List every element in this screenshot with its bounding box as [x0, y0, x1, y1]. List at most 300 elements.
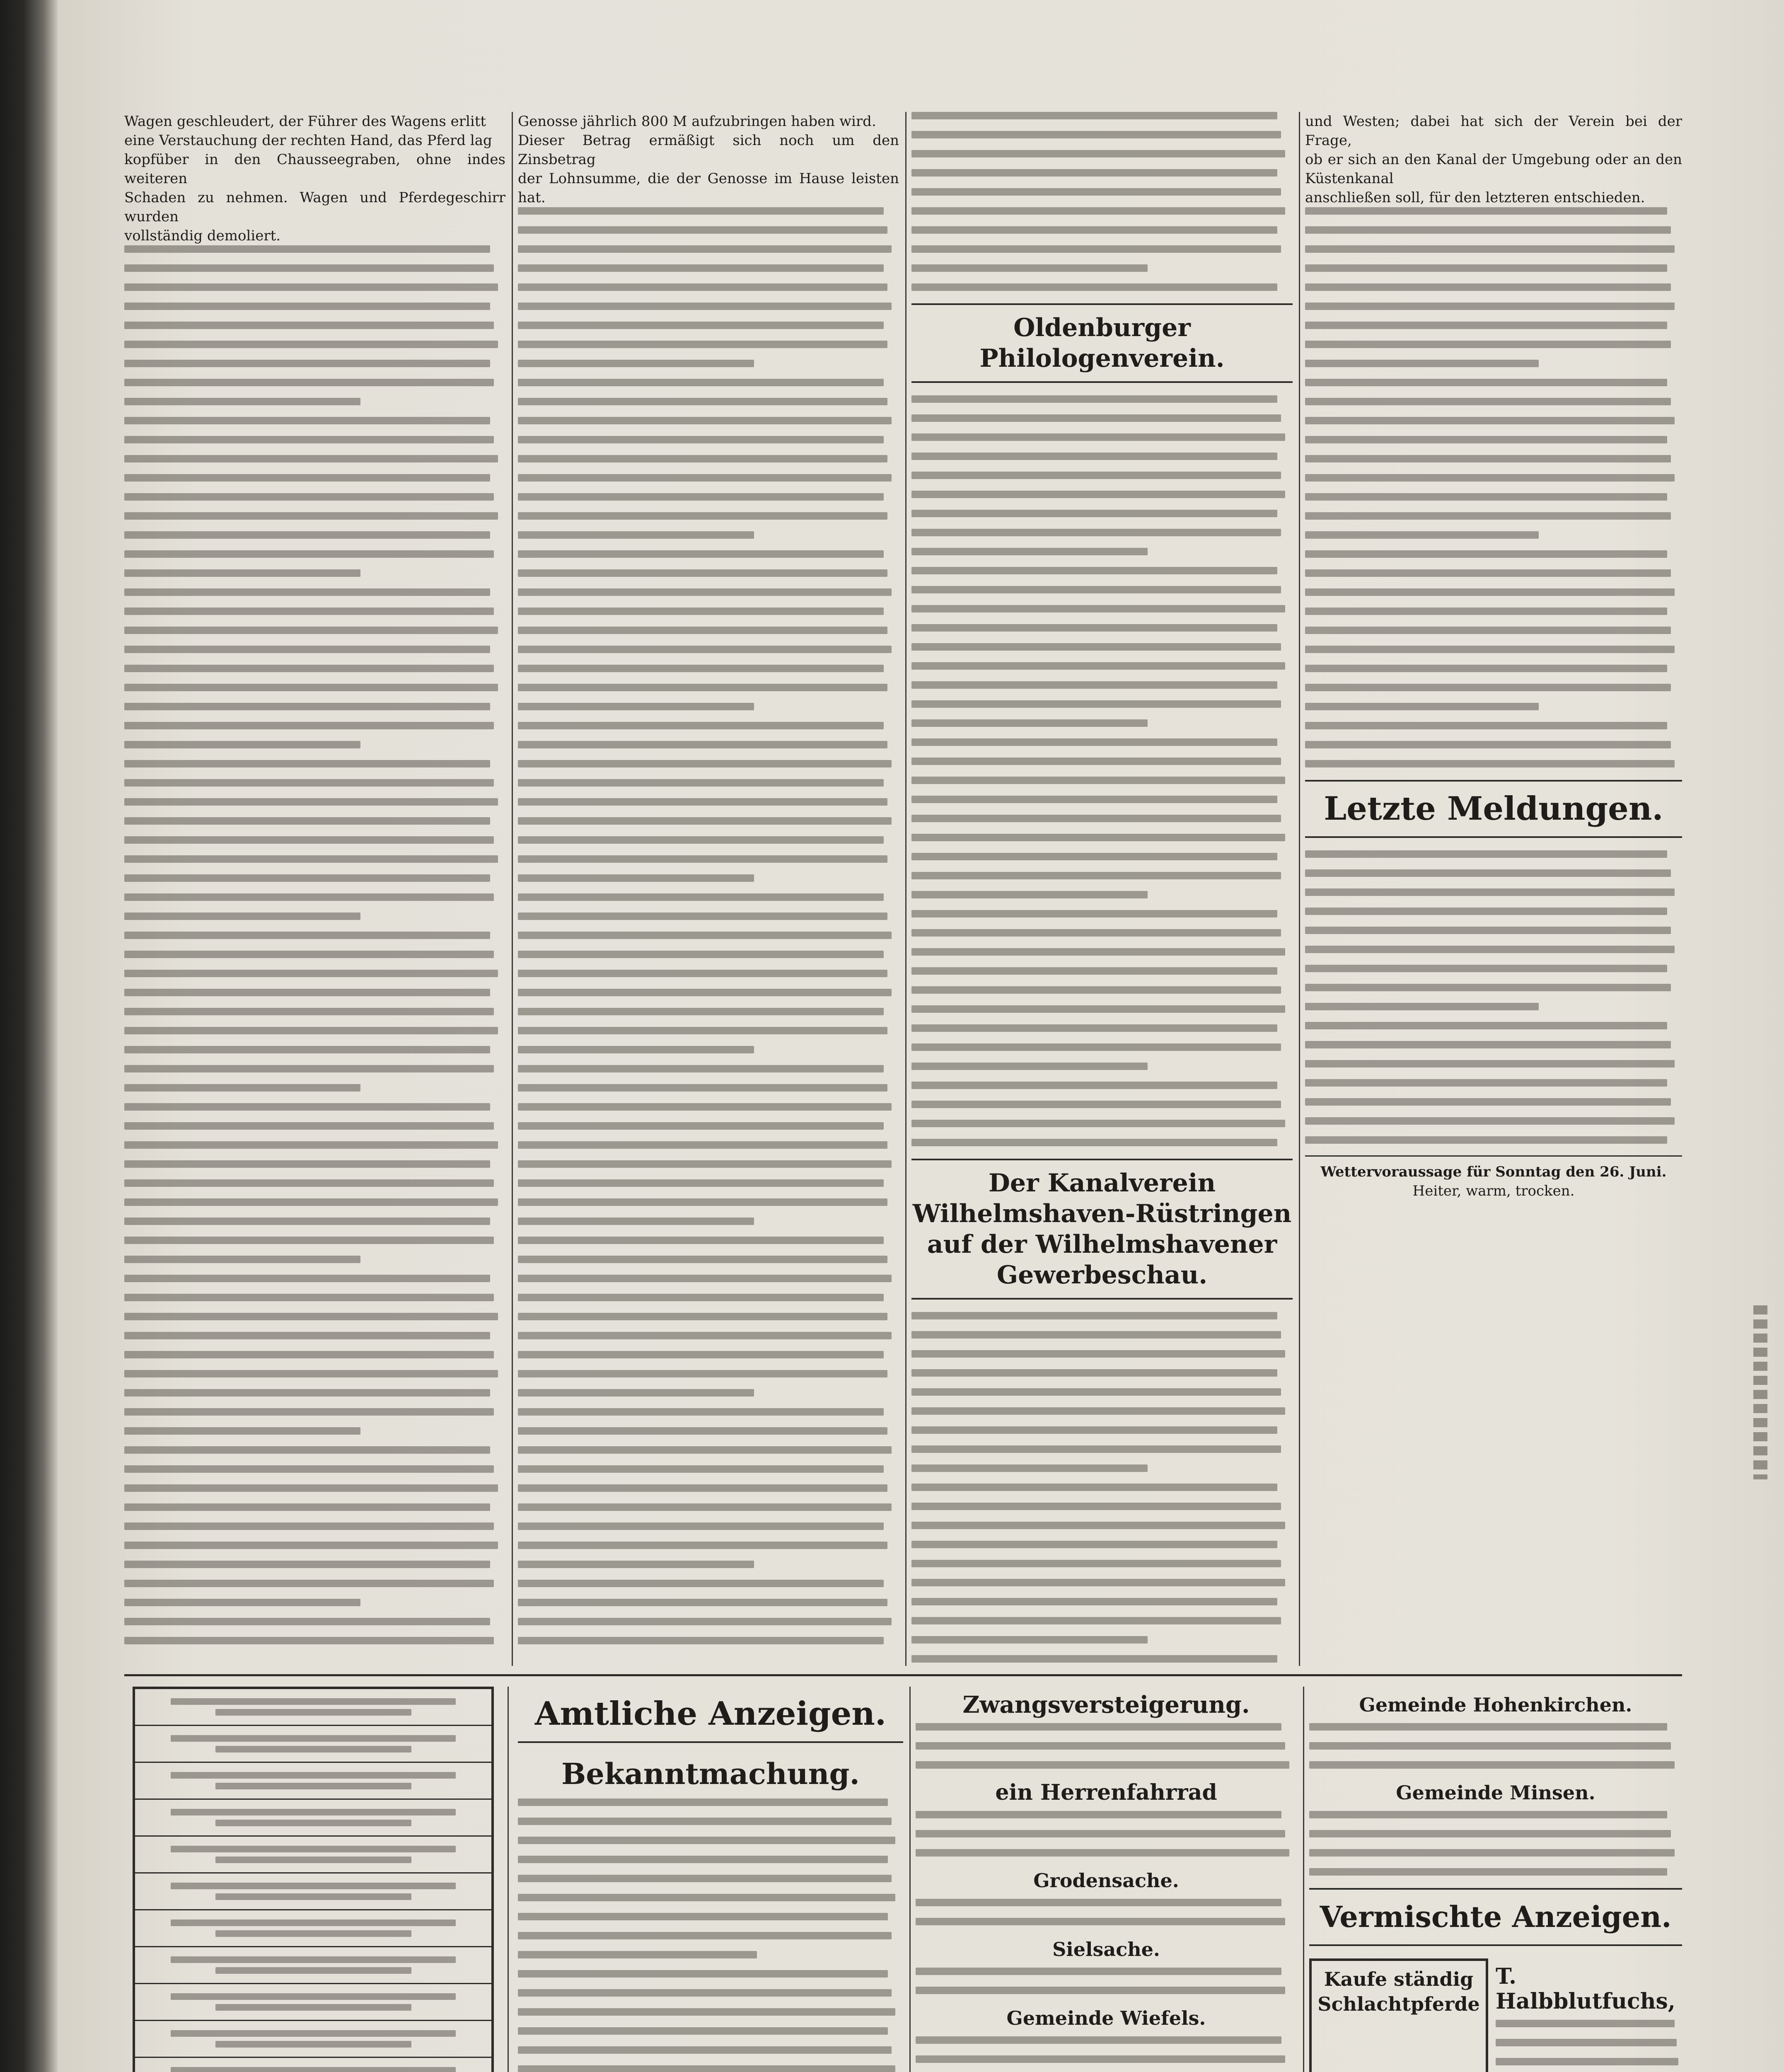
text-line-placeholder	[518, 322, 884, 329]
text-line-placeholder	[215, 1820, 411, 1826]
column-1	[124, 112, 505, 1666]
text-line-placeholder	[518, 474, 892, 482]
text-line-placeholder	[911, 1005, 1285, 1013]
text-line-placeholder	[911, 207, 1285, 215]
text-line-placeholder	[518, 1198, 887, 1206]
text-line-placeholder	[518, 226, 887, 234]
text-line-placeholder	[911, 529, 1281, 536]
text-line-placeholder	[124, 1503, 490, 1511]
text-line-placeholder	[518, 741, 887, 748]
text-line-placeholder	[911, 395, 1277, 403]
text-line-placeholder	[124, 798, 498, 806]
column-rule	[1303, 1687, 1304, 2072]
text-line-placeholder	[1309, 1811, 1667, 1818]
weather-box	[1305, 1155, 1682, 1201]
text-line-placeholder	[1305, 1060, 1675, 1067]
col1-line: eine Verstauchung der rechten Hand, das Pferd lag	[124, 132, 492, 149]
text-line-placeholder	[518, 760, 892, 767]
text-line-placeholder	[911, 1484, 1277, 1491]
col4-news-text	[1305, 850, 1682, 1144]
price-row	[135, 1800, 491, 1837]
text-line-placeholder	[171, 1772, 456, 1779]
text-line-placeholder	[124, 1046, 490, 1053]
text-line-placeholder	[518, 1103, 892, 1111]
text-line-placeholder	[518, 417, 892, 424]
minsen-text	[1309, 1811, 1682, 1876]
text-line-placeholder	[124, 1351, 494, 1358]
halbblut-heading: T. Halbblutfuchs,	[1496, 1964, 1675, 2014]
text-line-placeholder	[518, 798, 887, 806]
text-line-placeholder	[911, 1560, 1281, 1567]
col1-line: vollständig demoliert.	[124, 228, 281, 244]
text-line-placeholder	[916, 1968, 1281, 1975]
text-line-placeholder	[518, 913, 887, 920]
text-line-placeholder	[124, 531, 490, 539]
vermischte-ads-area	[1309, 1958, 1682, 2072]
text-line-placeholder	[124, 322, 494, 329]
text-line-placeholder	[911, 586, 1281, 593]
text-line-placeholder	[518, 989, 892, 996]
text-line-placeholder	[911, 283, 1277, 291]
text-line-placeholder	[518, 836, 884, 844]
text-line-placeholder	[124, 1008, 494, 1015]
text-line-placeholder	[518, 1484, 887, 1492]
text-line-placeholder	[1305, 322, 1667, 329]
text-line-placeholder	[171, 2030, 456, 2037]
text-line-placeholder	[911, 891, 1148, 898]
text-line-placeholder	[124, 608, 494, 615]
text-line-placeholder	[518, 779, 884, 787]
book-binding-edge	[0, 0, 58, 2072]
vermischte-anzeigen-column	[1309, 1687, 1682, 2072]
text-line-placeholder	[911, 1139, 1277, 1146]
text-line-placeholder	[911, 567, 1277, 574]
price-row	[135, 1726, 491, 1763]
text-line-placeholder	[911, 150, 1285, 157]
text-line-placeholder	[916, 2036, 1281, 2044]
text-line-placeholder	[518, 379, 884, 386]
text-line-placeholder	[1305, 1079, 1667, 1087]
text-line-placeholder	[911, 1331, 1281, 1339]
text-line-placeholder	[911, 1503, 1281, 1510]
text-line-placeholder	[518, 874, 754, 882]
text-line-placeholder	[518, 1141, 887, 1149]
text-line-placeholder	[1305, 927, 1671, 934]
bekanntmachung-text	[518, 1798, 903, 2072]
text-line-placeholder	[1305, 850, 1667, 858]
text-line-placeholder	[911, 169, 1277, 177]
text-line-placeholder	[518, 646, 892, 653]
text-line-placeholder	[518, 2027, 888, 2035]
text-line-placeholder	[911, 131, 1281, 138]
text-line-placeholder	[911, 758, 1281, 765]
text-line-placeholder	[518, 1122, 884, 1130]
text-line-placeholder	[518, 1913, 888, 1920]
text-line-placeholder	[124, 1313, 498, 1320]
text-line-placeholder	[518, 2065, 895, 2072]
text-line-placeholder	[124, 1256, 360, 1263]
text-line-placeholder	[215, 1930, 411, 1937]
text-line-placeholder	[518, 1580, 884, 1587]
text-line-placeholder	[518, 2008, 895, 2016]
col1-line: Wagen geschleudert, der Führer des Wagens erlitt	[124, 113, 486, 130]
text-line-placeholder	[1305, 283, 1671, 291]
text-line-placeholder	[911, 1598, 1277, 1605]
text-line-placeholder	[518, 455, 887, 462]
text-line-placeholder	[911, 910, 1277, 917]
text-line-placeholder	[124, 398, 360, 405]
text-line-placeholder	[124, 303, 490, 310]
text-line-placeholder	[911, 643, 1281, 651]
text-line-placeholder	[911, 1464, 1148, 1472]
text-line-placeholder	[518, 493, 884, 501]
col2-line: Genosse jährlich 800 M aufzubringen haben wird.	[518, 113, 876, 130]
letzte-meldungen-heading: Letzte Meldungen.	[1305, 780, 1682, 838]
vertical-stamp	[1753, 1305, 1767, 1479]
text-line-placeholder	[1305, 207, 1667, 215]
price-row	[135, 1910, 491, 1947]
text-line-placeholder	[911, 1426, 1277, 1434]
text-line-placeholder	[911, 433, 1285, 441]
text-line-placeholder	[124, 893, 494, 901]
zwangsversteigerung-heading: Zwangsversteigerung.	[962, 1691, 1250, 1719]
col1-line: kopfüber in den Chausseegraben, ohne indes weiteren	[124, 151, 505, 187]
col4-text-body	[1305, 207, 1682, 767]
price-row	[135, 1874, 491, 1910]
herrenfahrrad-heading: ein Herrenfahrrad	[995, 1780, 1217, 1805]
minsen-heading: Gemeinde Minsen.	[1396, 1782, 1595, 1804]
text-line-placeholder	[1305, 474, 1675, 482]
text-line-placeholder	[518, 1970, 888, 1978]
text-line-placeholder	[124, 1542, 498, 1549]
sielsache-text	[916, 1968, 1297, 1994]
text-line-placeholder	[1305, 1117, 1675, 1125]
text-line-placeholder	[911, 1369, 1277, 1377]
text-line-placeholder	[171, 1735, 456, 1742]
text-line-placeholder	[1305, 398, 1671, 405]
grodensache-heading: Grodensache.	[1033, 1869, 1179, 1892]
text-line-placeholder	[518, 1542, 887, 1549]
text-line-placeholder	[518, 893, 884, 901]
col3-article-text	[911, 395, 1293, 1146]
text-line-placeholder	[1305, 245, 1675, 253]
text-line-placeholder	[124, 722, 494, 729]
text-line-placeholder	[124, 417, 490, 424]
text-line-placeholder	[911, 738, 1277, 746]
text-line-placeholder	[124, 550, 494, 558]
text-line-placeholder	[1496, 2020, 1675, 2027]
text-line-placeholder	[124, 1237, 494, 1244]
text-line-placeholder	[124, 264, 494, 272]
philologenverein-heading: Oldenburger Philologenverein.	[911, 303, 1293, 383]
text-line-placeholder	[124, 1084, 360, 1092]
price-row	[135, 1763, 491, 1800]
text-line-placeholder	[1305, 550, 1667, 558]
price-row	[135, 1689, 491, 1726]
text-line-placeholder	[518, 1465, 884, 1473]
text-line-placeholder	[518, 722, 884, 729]
text-line-placeholder	[124, 817, 490, 825]
text-line-placeholder	[1305, 888, 1675, 896]
column-rule	[512, 112, 513, 1666]
col4-line: und Westen; dabei hat sich der Verein bei der Frage,	[1305, 113, 1682, 149]
text-line-placeholder	[124, 341, 498, 348]
text-line-placeholder	[518, 1065, 884, 1072]
text-line-placeholder	[1309, 1830, 1671, 1837]
text-line-placeholder	[1305, 703, 1539, 710]
vermischte-heading: Vermischte Anzeigen.	[1309, 1888, 1682, 1946]
text-line-placeholder	[518, 1599, 887, 1606]
text-line-placeholder	[911, 624, 1277, 632]
weather-text: Heiter, warm, trocken.	[1412, 1183, 1575, 1199]
text-line-placeholder	[518, 588, 892, 596]
bekanntmachung-heading: Bekanntmachung.	[561, 1757, 860, 1791]
text-line-placeholder	[124, 1103, 490, 1111]
text-line-placeholder	[911, 796, 1277, 803]
hohenkirchen-heading: Gemeinde Hohenkirchen.	[1359, 1694, 1632, 1716]
text-line-placeholder	[911, 188, 1281, 196]
text-line-placeholder	[911, 264, 1148, 272]
text-line-placeholder	[911, 1655, 1277, 1663]
text-line-placeholder	[124, 1122, 494, 1130]
text-line-placeholder	[911, 1579, 1285, 1586]
text-line-placeholder	[1496, 2058, 1678, 2065]
text-line-placeholder	[124, 283, 498, 291]
text-line-placeholder	[911, 872, 1281, 879]
text-line-placeholder	[124, 1465, 494, 1473]
text-line-placeholder	[518, 283, 887, 291]
text-line-placeholder	[124, 951, 494, 958]
text-line-placeholder	[1305, 360, 1539, 367]
text-line-placeholder	[124, 1141, 498, 1149]
text-line-placeholder	[1305, 588, 1675, 596]
text-line-placeholder	[1305, 722, 1667, 729]
text-line-placeholder	[124, 588, 490, 596]
text-line-placeholder	[518, 531, 754, 539]
text-line-placeholder	[518, 1798, 888, 1806]
text-line-placeholder	[911, 662, 1285, 670]
ads-divider	[124, 1674, 1682, 1676]
text-line-placeholder	[1305, 627, 1671, 634]
text-line-placeholder	[124, 1275, 490, 1282]
text-line-placeholder	[215, 1783, 411, 1789]
text-line-placeholder	[124, 874, 490, 882]
text-line-placeholder	[1305, 684, 1671, 691]
text-line-placeholder	[916, 1811, 1281, 1818]
text-line-placeholder	[215, 1893, 411, 1900]
text-line-placeholder	[124, 1389, 490, 1397]
text-line-placeholder	[518, 817, 892, 825]
text-line-placeholder	[171, 1698, 456, 1705]
hohenkirchen-text	[1309, 1723, 1682, 1769]
text-line-placeholder	[1305, 1098, 1671, 1106]
schlachtpferde-ad	[1309, 1958, 1488, 2072]
text-line-placeholder	[911, 719, 1148, 727]
text-line-placeholder	[518, 1389, 754, 1397]
text-line-placeholder	[911, 1043, 1281, 1051]
text-line-placeholder	[124, 855, 498, 863]
text-line-placeholder	[911, 1522, 1285, 1529]
text-line-placeholder	[911, 491, 1285, 498]
text-line-placeholder	[518, 436, 884, 443]
text-line-placeholder	[1305, 741, 1671, 748]
text-line-placeholder	[911, 472, 1281, 479]
gemeinde-notices-column	[916, 1687, 1297, 2072]
price-row	[135, 1947, 491, 1984]
text-line-placeholder	[518, 855, 887, 863]
text-line-placeholder	[215, 2004, 411, 2011]
text-line-placeholder	[916, 1723, 1281, 1731]
page-content	[124, 112, 1682, 2072]
text-line-placeholder	[518, 1894, 895, 1901]
text-line-placeholder	[518, 1408, 884, 1416]
text-line-placeholder	[518, 1332, 892, 1339]
col3-intro-text	[911, 112, 1293, 291]
text-line-placeholder	[911, 1024, 1277, 1032]
text-line-placeholder	[1305, 908, 1667, 915]
text-line-placeholder	[124, 379, 494, 386]
text-line-placeholder	[518, 1160, 892, 1168]
column-rule	[1299, 112, 1300, 1666]
text-line-placeholder	[124, 627, 498, 634]
text-line-placeholder	[518, 1294, 884, 1301]
wiefels-heading: Gemeinde Wiefels.	[1006, 2007, 1206, 2029]
text-line-placeholder	[911, 605, 1285, 612]
text-line-placeholder	[124, 493, 494, 501]
price-row	[135, 2058, 491, 2072]
text-line-placeholder	[171, 1883, 456, 1889]
text-line-placeholder	[1305, 512, 1671, 520]
column-rule	[905, 112, 907, 1666]
text-line-placeholder	[916, 1918, 1285, 1925]
text-line-placeholder	[518, 1275, 892, 1282]
text-line-placeholder	[916, 1899, 1281, 1906]
text-line-placeholder	[911, 1082, 1277, 1089]
text-line-placeholder	[518, 512, 887, 520]
text-line-placeholder	[124, 1408, 494, 1416]
text-line-placeholder	[911, 1541, 1277, 1548]
text-line-placeholder	[518, 1218, 754, 1225]
text-line-placeholder	[1305, 531, 1539, 539]
text-line-placeholder	[518, 684, 887, 691]
text-line-placeholder	[215, 1709, 411, 1716]
text-line-placeholder	[911, 948, 1285, 956]
text-line-placeholder	[124, 1446, 490, 1454]
column-4	[1305, 112, 1682, 1666]
text-line-placeholder	[124, 646, 490, 653]
text-line-placeholder	[916, 1987, 1285, 1994]
text-line-placeholder	[518, 207, 884, 215]
text-line-placeholder	[1305, 1041, 1671, 1048]
text-line-placeholder	[518, 550, 884, 558]
herrenfahrrad-text	[916, 1811, 1297, 1857]
text-line-placeholder	[124, 836, 494, 844]
text-line-placeholder	[518, 1237, 884, 1244]
text-line-placeholder	[911, 815, 1281, 822]
text-line-placeholder	[124, 1332, 490, 1339]
text-line-placeholder	[124, 1179, 494, 1187]
kaufe-heading: Kaufe ständig Schlachtpferde	[1317, 1968, 1480, 2015]
text-line-placeholder	[171, 1993, 456, 2000]
text-line-placeholder	[215, 1746, 411, 1752]
text-line-placeholder	[124, 932, 490, 939]
text-line-placeholder	[911, 1445, 1281, 1453]
text-line-placeholder	[518, 1027, 887, 1034]
grodensache-text	[916, 1899, 1297, 1925]
text-line-placeholder	[215, 1857, 411, 1863]
text-line-placeholder	[1309, 1742, 1671, 1750]
col1-line: Schaden zu nehmen. Wagen und Pferdegeschirr wurden	[124, 189, 505, 225]
text-line-placeholder	[124, 1618, 490, 1625]
text-line-placeholder	[1305, 417, 1675, 424]
text-line-placeholder	[916, 2055, 1285, 2063]
text-line-placeholder	[518, 703, 754, 710]
text-line-placeholder	[518, 1256, 887, 1263]
text-line-placeholder	[124, 360, 490, 367]
text-line-placeholder	[215, 1967, 411, 1974]
text-line-placeholder	[1305, 965, 1667, 972]
text-line-placeholder	[1305, 379, 1667, 386]
amtliche-anzeigen-column	[518, 1687, 903, 2072]
text-line-placeholder	[518, 264, 884, 272]
text-line-placeholder	[518, 1637, 884, 1644]
text-line-placeholder	[124, 760, 490, 767]
text-line-placeholder	[1305, 946, 1675, 953]
text-line-placeholder	[124, 1484, 498, 1492]
text-line-placeholder	[518, 1856, 888, 1863]
text-line-placeholder	[1305, 455, 1671, 462]
kanalverein-heading: Der Kanalverein Wilhelmshaven-Rüstringen auf der Wilhelmshavener Gewerbeschau.	[911, 1159, 1293, 1300]
text-line-placeholder	[1305, 264, 1667, 272]
text-line-placeholder	[1309, 1761, 1675, 1769]
text-line-placeholder	[124, 779, 494, 787]
text-line-placeholder	[911, 853, 1277, 860]
text-line-placeholder	[518, 1523, 884, 1530]
text-line-placeholder	[124, 1580, 494, 1587]
col2-line: Dieser Betrag ermäßigt sich noch um den Zinsbetrag	[518, 132, 899, 168]
text-line-placeholder	[916, 1742, 1285, 1750]
text-line-placeholder	[124, 1065, 494, 1072]
column-rule	[909, 1687, 911, 2072]
text-line-placeholder	[124, 913, 360, 920]
weather-title: Wettervoraussage für Sonntag den 26. Juni.	[1320, 1164, 1667, 1180]
sielsache-heading: Sielsache.	[1052, 1938, 1160, 1961]
text-line-placeholder	[911, 1617, 1281, 1624]
text-line-placeholder	[124, 1427, 360, 1435]
text-line-placeholder	[518, 303, 892, 310]
text-line-placeholder	[916, 1849, 1289, 1857]
text-line-placeholder	[911, 414, 1281, 422]
text-line-placeholder	[518, 1932, 892, 1939]
text-line-placeholder	[911, 700, 1281, 708]
text-line-placeholder	[518, 360, 754, 367]
zwangs-text	[916, 1723, 1297, 1769]
text-line-placeholder	[1305, 984, 1671, 991]
text-line-placeholder	[1305, 665, 1667, 672]
text-line-placeholder	[1309, 1868, 1667, 1876]
text-line-placeholder	[124, 703, 490, 710]
text-line-placeholder	[911, 1101, 1281, 1108]
text-line-placeholder	[911, 986, 1281, 994]
text-line-placeholder	[518, 970, 887, 977]
text-line-placeholder	[124, 1370, 498, 1377]
column-2	[518, 112, 899, 1666]
col2-text-body	[518, 207, 899, 1644]
text-line-placeholder	[518, 1503, 892, 1511]
text-line-placeholder	[911, 1063, 1148, 1070]
text-line-placeholder	[171, 1956, 456, 1963]
text-line-placeholder	[911, 453, 1277, 460]
